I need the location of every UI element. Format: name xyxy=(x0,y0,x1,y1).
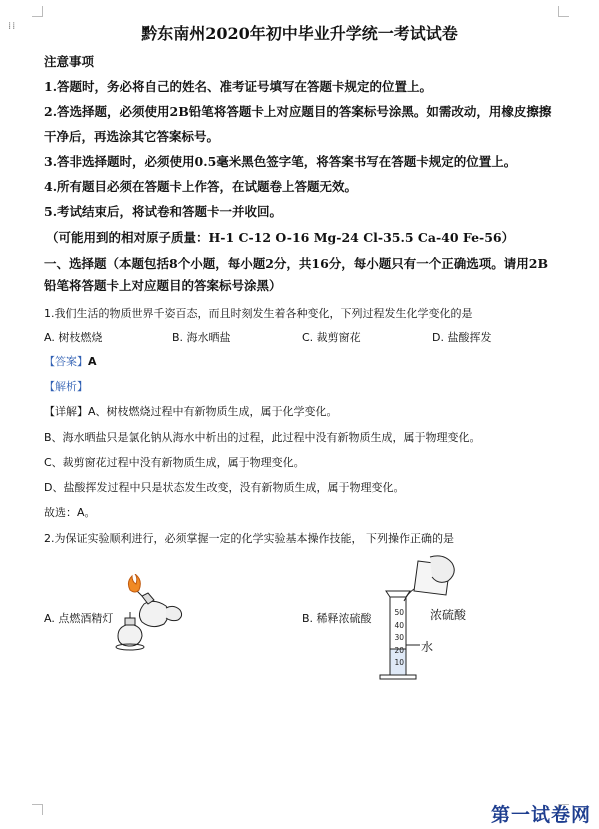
notice-item-2: 2.答选择题，必须使用2B铅笔将答题卡上对应题目的答案标号涂黑。如需改动，用橡皮擦擦 xyxy=(44,104,552,119)
notice-item-1: 1.答题时，务必将自己的姓名、准考证号填写在答题卡规定的位置上。 xyxy=(44,79,433,94)
notice-item-3: 3.答非选择题时，必须使用0.5毫米黑色签字笔，将答案书写在答题卡规定的位置上。 xyxy=(44,154,517,169)
q1-option-c: C. 裁剪窗花 xyxy=(302,331,361,344)
answer-tag: 【答案】 xyxy=(44,355,88,368)
q1-detail-a xyxy=(44,403,338,419)
cylinder-ticks xyxy=(392,607,404,670)
q2-option-a: A. 点燃酒精灯 xyxy=(44,612,114,625)
q2-option-b: B. 稀释浓硫酸 xyxy=(302,612,372,625)
page-title: 黔东南州2020年初中毕业升学统一考试试卷 xyxy=(141,24,458,43)
tick-40: 40 xyxy=(394,620,404,630)
section1-heading-cont: 铅笔将答题卡上对应题目的答案标号涂黑） xyxy=(44,278,282,293)
q1-answer xyxy=(44,353,97,369)
notice-item-2-cont: 干净后，再选涂其它答案标号。 xyxy=(44,129,220,144)
q2-stem: 2.为保证实验顺利进行，必须掌握一定的化学实验基本操作技能， 下列操作正确的是 xyxy=(44,532,454,545)
tick-50: 50 xyxy=(394,608,404,617)
detail-a-text: A、树枝燃烧过程中有新物质生成，属于化学变化。 xyxy=(88,405,338,418)
crop-mark-bottom-left xyxy=(32,804,43,815)
q1-option-a: A. 树枝燃烧 xyxy=(44,331,103,344)
q1-detail-c: C、裁剪窗花过程中没有新物质生成，属于物理变化。 xyxy=(44,456,305,469)
label-concentrated-acid: 浓硫酸 xyxy=(430,608,467,622)
section1-heading: 一、选择题（本题包括8个小题，每小题2分，共16分，每小题只有一个正确选项。请用2B xyxy=(44,256,549,271)
q1-stem: 1.我们生活的物质世界千姿百态，而且时刻发生着各种变化，下列过程发生化学变化的是 xyxy=(44,307,473,320)
tick-30: 30 xyxy=(394,633,404,642)
atomic-masses: （可能用到的相对原子质量：H-1 C-12 O-16 Mg-24 Cl-35.5 Ca-40 Fe-56） xyxy=(46,230,515,245)
q1-option-b: B. 海水晒盐 xyxy=(172,331,231,344)
site-watermark: 第一试卷网 xyxy=(490,804,591,826)
answer-value: A xyxy=(88,355,97,368)
detail-tag: 【详解】 xyxy=(44,405,88,418)
q1-conclusion: 故选：A。 xyxy=(44,506,96,519)
notice-item-4: 4.所有题目必须在答题卡上作答，在试题卷上答题无效。 xyxy=(44,179,358,194)
alcohol-lamp-figure xyxy=(108,574,188,666)
q1-detail-d: D、盐酸挥发过程中只是状态发生改变，没有新物质生成，属于物理变化。 xyxy=(44,481,405,494)
q1-option-d: D. 盐酸挥发 xyxy=(432,331,492,344)
crop-mark-top-left xyxy=(32,6,43,17)
tick-10: 10 xyxy=(394,658,404,667)
crop-mark-top-right xyxy=(558,6,569,17)
notice-item-5: 5.考试结束后，将试卷和答题卡一并收回。 xyxy=(44,204,283,219)
analysis-tag: 【解析】 xyxy=(44,380,88,393)
tick-20: 20 xyxy=(394,645,404,655)
notice-heading: 注意事项 xyxy=(44,54,95,69)
water-pointer-line xyxy=(406,642,420,648)
label-water: 水 xyxy=(421,640,434,654)
q1-detail-b: B、海水晒盐只是氯化钠从海水中析出的过程，此过程中没有新物质生成，属于物理变化。 xyxy=(44,431,481,444)
drag-handle-icon[interactable]: ⁞⁞ xyxy=(8,21,17,32)
